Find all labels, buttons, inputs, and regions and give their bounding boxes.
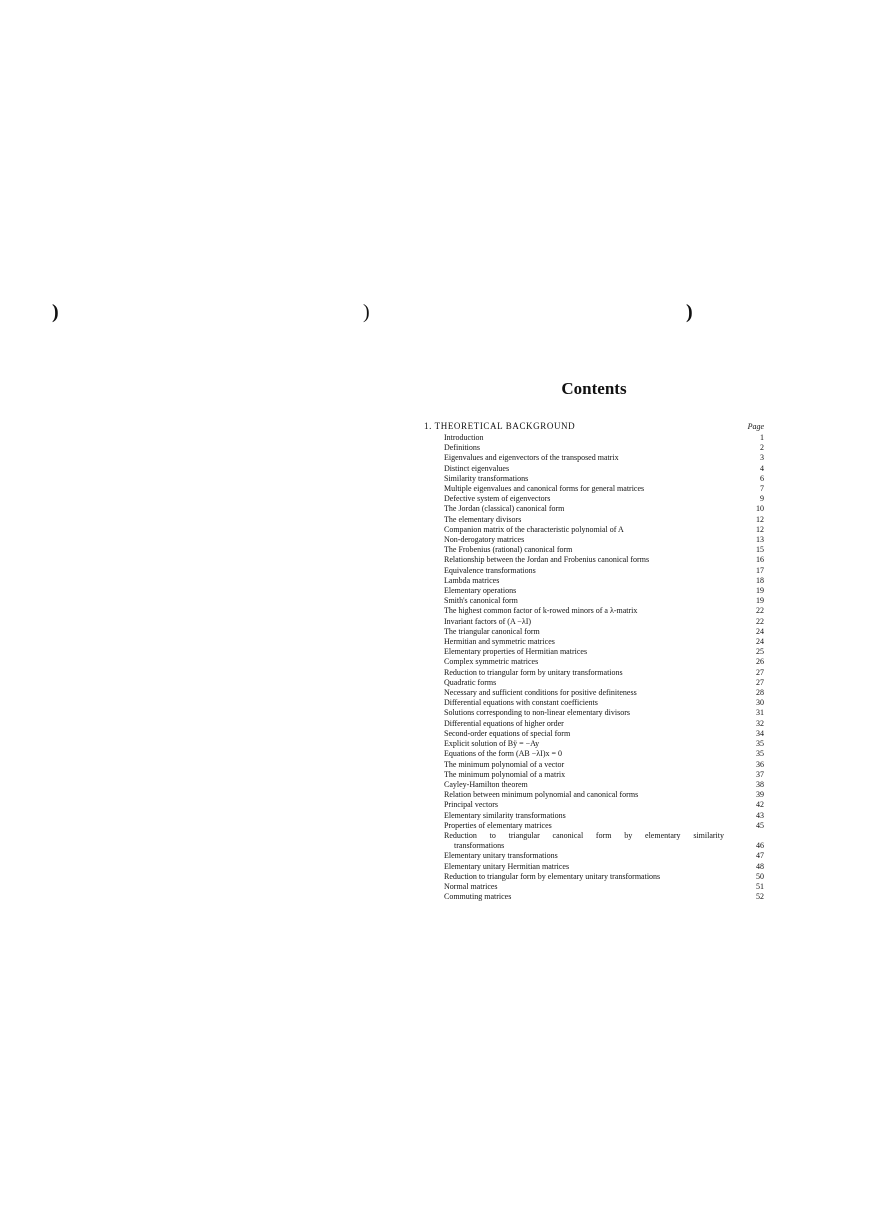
toc-entry-page: 17 bbox=[756, 565, 764, 575]
toc-entry-title: The elementary divisors bbox=[444, 514, 522, 524]
toc-entry-page: 27 bbox=[756, 677, 764, 687]
toc-entry-title: Differential equations with constant coefficients bbox=[444, 698, 598, 708]
toc-entry-page: 15 bbox=[756, 545, 764, 555]
toc-entry bbox=[424, 760, 764, 770]
bracket-mark-left: ) bbox=[52, 301, 59, 323]
toc-entry-page: 28 bbox=[756, 688, 764, 698]
toc-entry bbox=[424, 627, 764, 637]
toc-entry bbox=[424, 821, 764, 831]
toc-entry-title: Quadratic forms bbox=[444, 677, 497, 687]
toc-entry-page: 18 bbox=[756, 575, 764, 585]
toc-entry-title: The Jordan (classical) canonical form bbox=[444, 504, 565, 514]
toc-entry-title: Explicit solution of Bÿ = −Ay bbox=[444, 739, 540, 749]
toc-entry-title: Properties of elementary matrices bbox=[444, 820, 552, 830]
toc-entry-title: Smith's canonical form bbox=[444, 596, 518, 606]
toc-entry-title: Equivalence transformations bbox=[444, 565, 536, 575]
toc-entry bbox=[424, 453, 764, 463]
toc-entry bbox=[424, 494, 764, 504]
page-column-heading: Page bbox=[747, 422, 764, 431]
toc-entry-page: 25 bbox=[756, 647, 764, 657]
toc-entry bbox=[424, 719, 764, 729]
toc-entry bbox=[424, 464, 764, 474]
toc-entry bbox=[424, 515, 764, 525]
toc-entry-title: Elementary properties of Hermitian matrices bbox=[444, 647, 588, 657]
toc-entry-page: 35 bbox=[756, 749, 764, 759]
toc-entry bbox=[424, 780, 764, 790]
toc-entry bbox=[424, 882, 764, 892]
toc-entry bbox=[424, 433, 764, 443]
toc-entry bbox=[424, 566, 764, 576]
toc-entry-page: 37 bbox=[756, 769, 764, 779]
toc-entry-title: Non-derogatory matrices bbox=[444, 535, 525, 545]
toc-entry bbox=[424, 790, 764, 800]
toc-entry bbox=[424, 657, 764, 667]
toc-entry-page: 27 bbox=[756, 667, 764, 677]
toc-entry-page: 34 bbox=[756, 728, 764, 738]
toc-entry-page: 6 bbox=[760, 473, 764, 483]
toc-entry-title: The Frobenius (rational) canonical form bbox=[444, 545, 573, 555]
toc-entry-page: 3 bbox=[760, 453, 764, 463]
table-of-contents bbox=[424, 420, 764, 902]
toc-entry-page: 22 bbox=[756, 606, 764, 616]
toc-entry bbox=[424, 739, 764, 749]
toc-entry-page: 12 bbox=[756, 524, 764, 534]
toc-entry-page: 51 bbox=[756, 881, 764, 891]
toc-entry-title: Elementary similarity transformations bbox=[444, 810, 566, 820]
toc-entry-page: 7 bbox=[760, 484, 764, 494]
toc-entry-title: Relation between minimum polynomial and canonical forms bbox=[444, 790, 639, 800]
toc-entry-title: Reduction to triangular form by elementary unitary transformations bbox=[444, 871, 661, 881]
toc-entry-title: Cayley-Hamilton theorem bbox=[444, 779, 528, 789]
toc-entry-title: Second-order equations of special form bbox=[444, 728, 571, 738]
toc-entry-title: Necessary and sufficient conditions for positive definiteness bbox=[444, 688, 637, 698]
toc-entry-title: Invariant factors of (A −λI) bbox=[444, 616, 532, 626]
toc-entry-title: Distinct eigenvalues bbox=[444, 463, 510, 473]
toc-entry-page: 39 bbox=[756, 790, 764, 800]
toc-entry-page: 24 bbox=[756, 637, 764, 647]
toc-entry bbox=[424, 504, 764, 514]
toc-entries bbox=[424, 433, 764, 902]
toc-entry-page: 24 bbox=[756, 626, 764, 636]
toc-entry-title: Equations of the form (AB −λI)x = 0 bbox=[444, 749, 562, 759]
toc-entry bbox=[424, 811, 764, 821]
toc-entry bbox=[424, 443, 764, 453]
toc-entry-title: The minimum polynomial of a matrix bbox=[444, 769, 566, 779]
toc-entry-title: Companion matrix of the characteristic polynomial of A bbox=[444, 524, 624, 534]
toc-entry-title: Eigenvalues and eigenvectors of the transposed matrix bbox=[444, 453, 619, 463]
toc-entry-page: 22 bbox=[756, 616, 764, 626]
toc-entry bbox=[424, 729, 764, 739]
toc-entry bbox=[424, 862, 764, 872]
chapter-heading bbox=[424, 420, 764, 433]
toc-entry-title: The highest common factor of k-rowed minors of a λ-matrix bbox=[444, 606, 638, 616]
toc-entry-continuation: transformations bbox=[454, 841, 505, 851]
toc-entry-title: Commuting matrices bbox=[444, 892, 512, 902]
bracket-mark-right: ) bbox=[686, 301, 693, 323]
toc-entry-page: 36 bbox=[756, 759, 764, 769]
toc-entry-title: Defective system of eigenvectors bbox=[444, 494, 551, 504]
toc-entry bbox=[424, 586, 764, 596]
toc-entry-title: Reduction to triangular form by unitary transformations bbox=[444, 667, 623, 677]
toc-entry-title: Complex symmetric matrices bbox=[444, 657, 539, 667]
toc-entry bbox=[424, 545, 764, 555]
toc-entry-page: 42 bbox=[756, 800, 764, 810]
toc-entry-page: 30 bbox=[756, 698, 764, 708]
toc-entry bbox=[424, 668, 764, 678]
toc-entry-page: 38 bbox=[756, 779, 764, 789]
toc-entry bbox=[424, 678, 764, 688]
toc-entry-page: 50 bbox=[756, 871, 764, 881]
toc-entry bbox=[424, 617, 764, 627]
toc-entry bbox=[424, 800, 764, 810]
toc-entry-title: Normal matrices bbox=[444, 881, 498, 891]
toc-entry bbox=[424, 749, 764, 759]
chapter-label: 1. THEORETICAL BACKGROUND bbox=[424, 421, 576, 431]
toc-entry bbox=[424, 698, 764, 708]
toc-entry bbox=[424, 688, 764, 698]
toc-entry bbox=[424, 892, 764, 902]
toc-entry bbox=[424, 606, 764, 616]
toc-entry bbox=[424, 535, 764, 545]
toc-entry bbox=[424, 831, 764, 851]
toc-entry bbox=[424, 708, 764, 718]
toc-entry-title: Elementary unitary transformations bbox=[444, 851, 558, 861]
toc-entry-page: 31 bbox=[756, 708, 764, 718]
toc-entry-title: Solutions corresponding to non-linear elementary divisors bbox=[444, 708, 630, 718]
toc-entry-title: Hermitian and symmetric matrices bbox=[444, 637, 555, 647]
toc-entry-page: 43 bbox=[756, 810, 764, 820]
toc-entry-title: Similarity transformations bbox=[444, 473, 529, 483]
toc-entry-title: Relationship between the Jordan and Frobenius canonical forms bbox=[444, 555, 650, 565]
toc-entry-page: 45 bbox=[756, 820, 764, 830]
toc-entry-page: 10 bbox=[756, 504, 764, 514]
bracket-mark-center: ) bbox=[363, 301, 370, 323]
toc-entry-title: Elementary operations bbox=[444, 586, 517, 596]
toc-entry-title: Multiple eigenvalues and canonical forms for general matrices bbox=[444, 484, 645, 494]
toc-entry-title: Introduction bbox=[444, 433, 484, 442]
toc-entry-page: 19 bbox=[756, 586, 764, 596]
toc-entry-page: 1 bbox=[760, 433, 764, 442]
toc-entry bbox=[424, 474, 764, 484]
toc-entry-title: Differential equations of higher order bbox=[444, 718, 564, 728]
toc-entry bbox=[424, 525, 764, 535]
toc-entry-page: 9 bbox=[760, 494, 764, 504]
toc-entry-title: Definitions bbox=[444, 443, 480, 453]
toc-entry-page: 48 bbox=[756, 861, 764, 871]
toc-entry bbox=[424, 647, 764, 657]
toc-entry-title: Reduction to triangular canonical form by elementary similarity bbox=[444, 830, 724, 840]
toc-entry-page: 46 bbox=[756, 841, 764, 851]
toc-entry-title: Principal vectors bbox=[444, 800, 498, 810]
toc-entry bbox=[424, 770, 764, 780]
toc-entry bbox=[424, 637, 764, 647]
toc-entry-page: 26 bbox=[756, 657, 764, 667]
toc-entry-title: The triangular canonical form bbox=[444, 626, 540, 636]
toc-entry bbox=[424, 872, 764, 882]
toc-entry-page: 13 bbox=[756, 535, 764, 545]
toc-entry-page: 2 bbox=[760, 443, 764, 453]
toc-entry-title: Lambda matrices bbox=[444, 575, 500, 585]
toc-entry bbox=[424, 555, 764, 565]
toc-entry-page: 32 bbox=[756, 718, 764, 728]
toc-entry-title: Elementary unitary Hermitian matrices bbox=[444, 861, 570, 871]
toc-entry-page: 4 bbox=[760, 463, 764, 473]
toc-entry-page: 47 bbox=[756, 851, 764, 861]
toc-entry bbox=[424, 596, 764, 606]
toc-entry-page: 35 bbox=[756, 739, 764, 749]
toc-entry-page: 52 bbox=[756, 892, 764, 902]
toc-entry bbox=[424, 851, 764, 861]
page-title: Contents bbox=[561, 379, 627, 398]
toc-entry bbox=[424, 484, 764, 494]
toc-entry-page: 19 bbox=[756, 596, 764, 606]
toc-entry-page: 12 bbox=[756, 514, 764, 524]
toc-entry-page: 16 bbox=[756, 555, 764, 565]
toc-entry bbox=[424, 576, 764, 586]
toc-entry-title: The minimum polynomial of a vector bbox=[444, 759, 565, 769]
